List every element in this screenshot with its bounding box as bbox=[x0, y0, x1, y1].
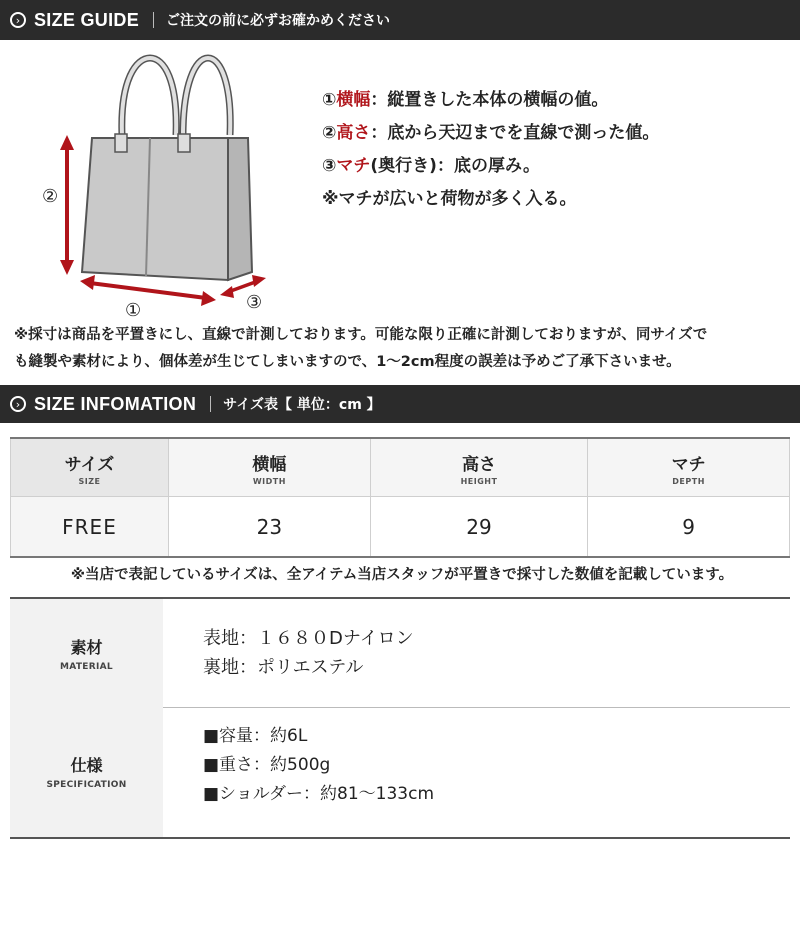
table-row bbox=[11, 497, 790, 558]
size-info-subtitle: サイズ表【 単位：cm 】 bbox=[223, 397, 381, 413]
header-width: 横幅 WIDTH bbox=[169, 438, 371, 497]
measurement-note: ※採寸は商品を平置きにし、直線で計測しております。可能な限り正確に計測しておりますが、同サイズで も縫製や素材により、個体差が生じてしまいますので、1～2cm程度の誤差は予めご了承下さいませ。 bbox=[14, 327, 708, 370]
spec-weight: ■重さ：約500g bbox=[203, 755, 331, 775]
spec-capacity: ■容量：約6L bbox=[203, 726, 308, 746]
material-label: 素材 MATERIAL bbox=[10, 599, 163, 707]
height-label: ② bbox=[42, 186, 59, 207]
depth-label: ③ bbox=[246, 292, 263, 313]
size-table-header-row bbox=[11, 438, 790, 497]
material-values bbox=[163, 599, 790, 707]
cell-width: 23 bbox=[169, 497, 371, 558]
header-divider bbox=[210, 396, 211, 412]
table-note: ※当店で表記しているサイズは、全アイテム当店スタッフが平置きで採寸した数値を記載しています。 bbox=[70, 567, 734, 583]
material-lining: 裏地：ポリエステル bbox=[203, 657, 364, 678]
size-info-header bbox=[0, 385, 800, 423]
specification-section bbox=[10, 706, 790, 839]
legend-item-depth: ③マチ(奥行き)：底の厚み。 bbox=[322, 156, 540, 176]
size-guide-header bbox=[0, 0, 800, 40]
cell-depth: 9 bbox=[588, 497, 790, 558]
header-height: 高さ HEIGHT bbox=[370, 438, 587, 497]
header-size: サイズ SIZE bbox=[11, 438, 169, 497]
measurement-legend bbox=[322, 84, 659, 216]
specification-values bbox=[163, 706, 790, 837]
cell-size: FREE bbox=[11, 497, 169, 558]
header-depth: マチ DEPTH bbox=[588, 438, 790, 497]
material-section bbox=[10, 597, 790, 708]
cell-height: 29 bbox=[370, 497, 587, 558]
specification-label: 仕様 SPECIFICATION bbox=[10, 706, 163, 837]
size-guide-title: SIZE GUIDE bbox=[34, 9, 140, 30]
size-table bbox=[10, 437, 790, 558]
header-divider bbox=[153, 12, 154, 28]
legend-item-width: ①横幅：縦置きした本体の横幅の値。 bbox=[322, 90, 609, 110]
width-label: ① bbox=[125, 300, 142, 321]
legend-note: ※マチが広いと荷物が多く入る。 bbox=[322, 189, 577, 209]
size-info-title: SIZE INFOMATION bbox=[34, 393, 197, 414]
chevron-right-circle-icon: › bbox=[10, 396, 26, 412]
spec-shoulder: ■ショルダー：約81～133cm bbox=[203, 784, 435, 804]
size-guide-subtitle: ご注文の前に必ずお確かめください bbox=[166, 13, 391, 29]
material-outer: 表地：１６８０Dナイロン bbox=[203, 628, 414, 649]
tote-bag-illustration bbox=[0, 40, 300, 330]
chevron-right-circle-icon: › bbox=[10, 12, 26, 28]
legend-item-height: ②高さ：底から天辺までを直線で測った値。 bbox=[322, 123, 660, 143]
